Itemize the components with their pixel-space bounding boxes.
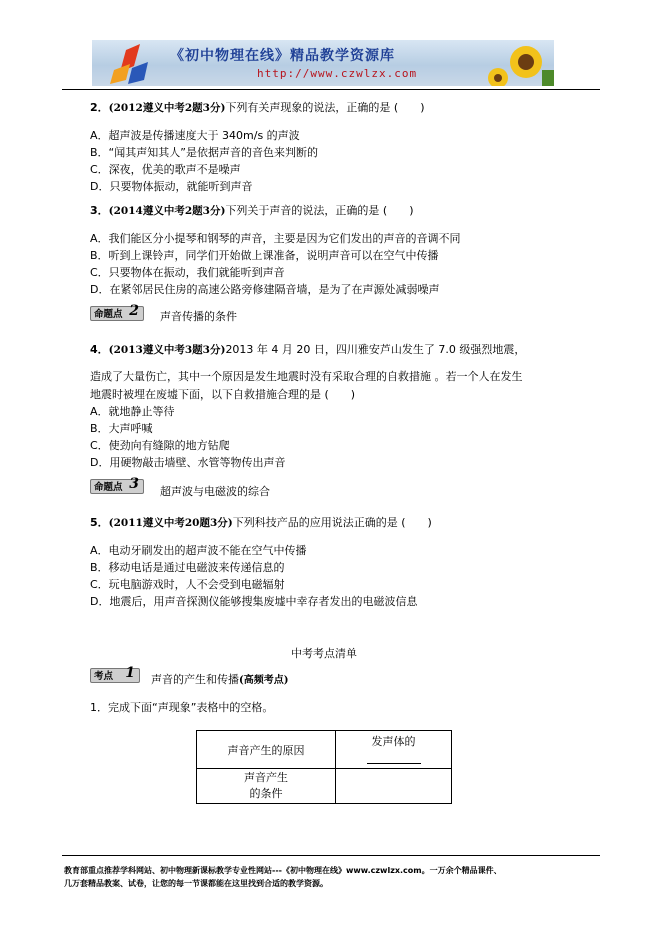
q5-option-d: D．地震后，用声音探测仪能够搜集废墟中幸存者发出的电磁波信息 xyxy=(90,595,418,608)
question-5: 5．(2011遵义中考20题3分)下列科技产品的应用说法正确的是 ( ) xyxy=(90,516,432,529)
q3-option-d: D．在紧邻居民住房的高速公路旁修建隔音墙，是为了在声源处减弱噪声 xyxy=(90,283,440,296)
section-title-2: 声音传播的条件 xyxy=(160,310,237,323)
q2-option-a: A．超声波是传播速度大于 340m/s 的声波 xyxy=(90,129,300,142)
checklist-badge: 考点 1 xyxy=(90,668,140,683)
checklist-heading: 中考考点清单 xyxy=(291,647,357,660)
q3-option-c: C．只要物体在振动，我们就能听到声音 xyxy=(90,266,285,279)
table-cell-condition: 声音产生 的条件 xyxy=(197,769,336,804)
q2-option-b: B．“闻其声知其人”是依据声音的音色来判断的 xyxy=(90,146,318,159)
banner-title: 《初中物理在线》精品教学资源库 xyxy=(170,48,395,64)
section-badge-2: 命题点 2 xyxy=(90,306,144,321)
table-cell-source: 发声体的 xyxy=(336,731,452,769)
footer-rule xyxy=(62,855,600,856)
q2-option-c: C．深夜，优美的歌声不是噪声 xyxy=(90,163,241,176)
table-cell-reason: 声音产生的原因 xyxy=(197,731,336,769)
q5-option-c: C．玩电脑游戏时，人不会受到电磁辐射 xyxy=(90,578,285,591)
footer-line-2: 几万套精品教案、试卷，让您的每一节课都能在这里找到合适的教学资源。 xyxy=(64,879,328,888)
q5-option-a: A．电动牙刷发出的超声波不能在空气中传播 xyxy=(90,544,307,557)
sound-table xyxy=(196,730,452,804)
section-title-3: 超声波与电磁波的综合 xyxy=(160,485,270,498)
q4-option-d: D．用硬物敲击墙壁、水管等物传出声音 xyxy=(90,456,286,469)
section-badge-3: 命题点 3 xyxy=(90,479,144,494)
q2-option-d: D．只要物体振动，就能听到声音 xyxy=(90,180,253,193)
q3-option-a: A．我们能区分小提琴和钢琴的声音，主要是因为它们发出的声音的音调不同 xyxy=(90,232,461,245)
q4-option-a: A．就地静止等待 xyxy=(90,405,175,418)
question-2: 2．(2012遵义中考2题3分)下列有关声现象的说法，正确的是 ( ) xyxy=(90,101,425,114)
q4-option-c: C．使劲向有缝隙的地方钻爬 xyxy=(90,439,230,452)
q3-option-b: B．听到上课铃声，同学们开始做上课准备，说明声音可以在空气中传播 xyxy=(90,249,439,262)
question-4-line-2: 造成了大量伤亡，其中一个原因是发生地震时没有采取合理的自救措施 。若一个人在发生 xyxy=(90,370,523,383)
sunflower-icon xyxy=(484,40,554,86)
footer-line-1: 教育部重点推荐学科网站、初中物理新课标教学专业性网站---《初中物理在线》www.czwlzx.com。一万余个精品课件、 xyxy=(64,866,502,875)
checklist-item-1: 1．完成下面“声现象”表格中的空格。 xyxy=(90,701,274,714)
q5-option-b: B．移动电话是通过电磁波来传递信息的 xyxy=(90,561,285,574)
banner-url[interactable]: http://www.czwlzx.com xyxy=(257,67,418,80)
q4-option-b: B．大声呼喊 xyxy=(90,422,153,435)
header-rule xyxy=(62,89,600,90)
site-logo-icon xyxy=(100,40,160,86)
question-3: 3．(2014遵义中考2题3分)下列关于声音的说法，正确的是 ( ) xyxy=(90,204,414,217)
question-4-line-3: 地震时被埋在废墟下面，以下自救措施合理的是 ( ) xyxy=(90,388,356,401)
checklist-topic: 声音的产生和传播(高频考点) xyxy=(151,673,289,686)
header-banner xyxy=(92,40,554,86)
table-cell-empty[interactable] xyxy=(336,769,452,804)
answer-blank[interactable] xyxy=(367,763,421,764)
question-4: 4．(2013遵义中考3题3分)2013 年 4 月 20 日，四川雅安芦山发生了 7.0 级强烈地震， xyxy=(90,343,526,356)
